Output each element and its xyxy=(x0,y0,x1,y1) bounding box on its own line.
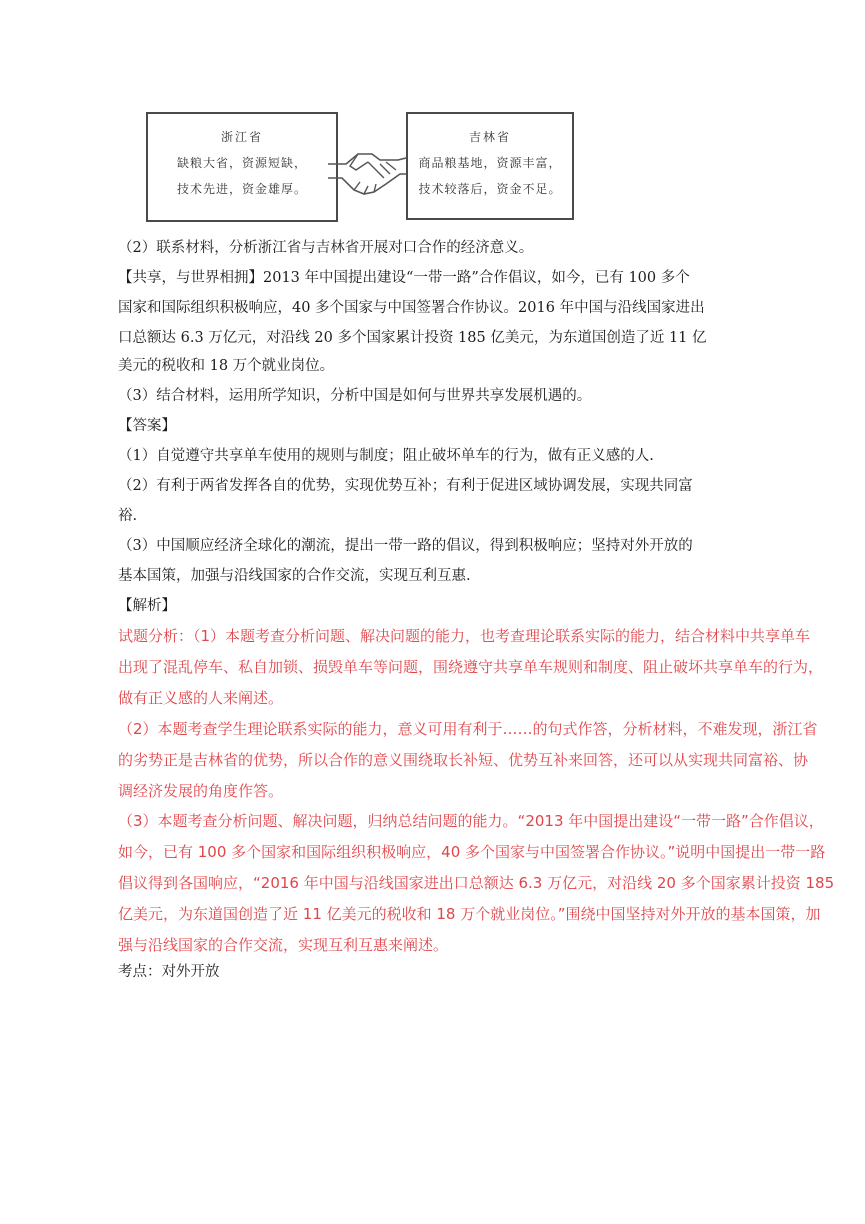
kaodian: 考点：对外开放 xyxy=(118,964,220,980)
analysis-line-4: （2）本题考查学生理论联系实际的能力，意义可用有利于……的句式作答，分析材料，不难发现，浙江省 xyxy=(118,720,818,738)
answer-2-line-2: 裕. xyxy=(118,508,138,524)
cooperation-diagram xyxy=(146,112,574,226)
jilin-box xyxy=(406,112,574,220)
material-line-1: 【共享，与世界相拥】2013 年中国提出建设“一带一路”合作倡议，如今，已有 100 多个 xyxy=(118,270,690,286)
analysis-line-5: 的劣势正是吉林省的优势，所以合作的意义围绕取长补短、优势互补来回答，还可以从实现共同富裕、协 xyxy=(118,751,809,769)
question-2: （2）联系材料，分析浙江省与吉林省开展对口合作的经济意义。 xyxy=(118,240,534,256)
jilin-title: 吉林省 xyxy=(468,130,511,144)
analysis-line-11: 强与沿线国家的合作交流，实现互利互惠来阐述。 xyxy=(118,936,449,954)
zhejiang-line-2: 技术先进，资金雄厚。 xyxy=(176,182,307,196)
material-line-2: 国家和国际组织积极响应，40 多个国家与中国签署合作协议。2016 年中国与沿线国家进出 xyxy=(118,300,705,316)
analysis-line-6: 调经济发展的角度作答。 xyxy=(118,782,284,800)
answer-3-line-1: （3）中国顺应经济全球化的潮流，提出一带一路的倡议，得到积极响应；坚持对外开放的 xyxy=(118,538,693,554)
analysis-line-8: 如今，已有 100 多个国家和国际组织积极响应，40 多个国家与中国签署合作协议。”说明中国提出一带一路 xyxy=(118,843,826,861)
answer-heading: 【答案】 xyxy=(118,418,176,434)
material-line-3: 口总额达 6.3 万亿元，对沿线 20 多个国家累计投资 185 亿美元，为东道国创造了近 11 亿 xyxy=(118,330,707,346)
analysis-line-1: 试题分析：（1）本题考查分析问题、解决问题的能力，也考查理论联系实际的能力，结合材料中共享单车 xyxy=(118,627,811,645)
analysis-line-2: 出现了混乱停车、私自加锁、损毁单车等问题，围绕遵守共享单车规则和制度、阻止破坏共享单车的行为， xyxy=(118,658,824,676)
analysis-line-9: 倡议得到各国响应，“2016 年中国与沿线国家进出口总额达 6.3 万亿元，对沿线 20 多个国家累计投资 185 xyxy=(118,874,835,892)
material-line-4: 美元的税收和 18 万个就业岗位。 xyxy=(118,358,335,374)
analysis-line-10: 亿美元，为东道国创造了近 11 亿美元的税收和 18 万个就业岗位。”围绕中国坚持对外开放的基本国策，加 xyxy=(118,905,821,923)
question-3: （3）结合材料，运用所学知识，分析中国是如何与世界共享发展机遇的。 xyxy=(118,388,592,404)
zhejiang-box xyxy=(146,112,338,222)
answer-3-line-2: 基本国策，加强与沿线国家的合作交流，实现互利互惠. xyxy=(118,568,471,584)
analysis-line-7: （3）本题考查分析问题、解决问题，归纳总结问题的能力。“2013 年中国提出建设“一带一路”合作倡议， xyxy=(118,812,824,830)
answer-1: （1）自觉遵守共享单车使用的规则与制度；阻止破坏单车的行为，做有正义感的人. xyxy=(118,448,654,464)
answer-2-line-1: （2）有利于两省发挥各自的优势，实现优势互补；有利于促进区域协调发展，实现共同富 xyxy=(118,478,693,494)
analysis-line-3: 做有正义感的人来阐述。 xyxy=(118,689,284,707)
zhejiang-title: 浙江省 xyxy=(220,130,263,144)
jilin-line-2: 技术较落后，资金不足。 xyxy=(418,182,562,196)
zhejiang-line-1: 缺粮大省，资源短缺， xyxy=(176,156,307,170)
jilin-line-1: 商品粮基地，资源丰富， xyxy=(418,156,562,170)
analysis-heading: 【解析】 xyxy=(118,598,176,614)
handshake-icon xyxy=(328,134,414,204)
